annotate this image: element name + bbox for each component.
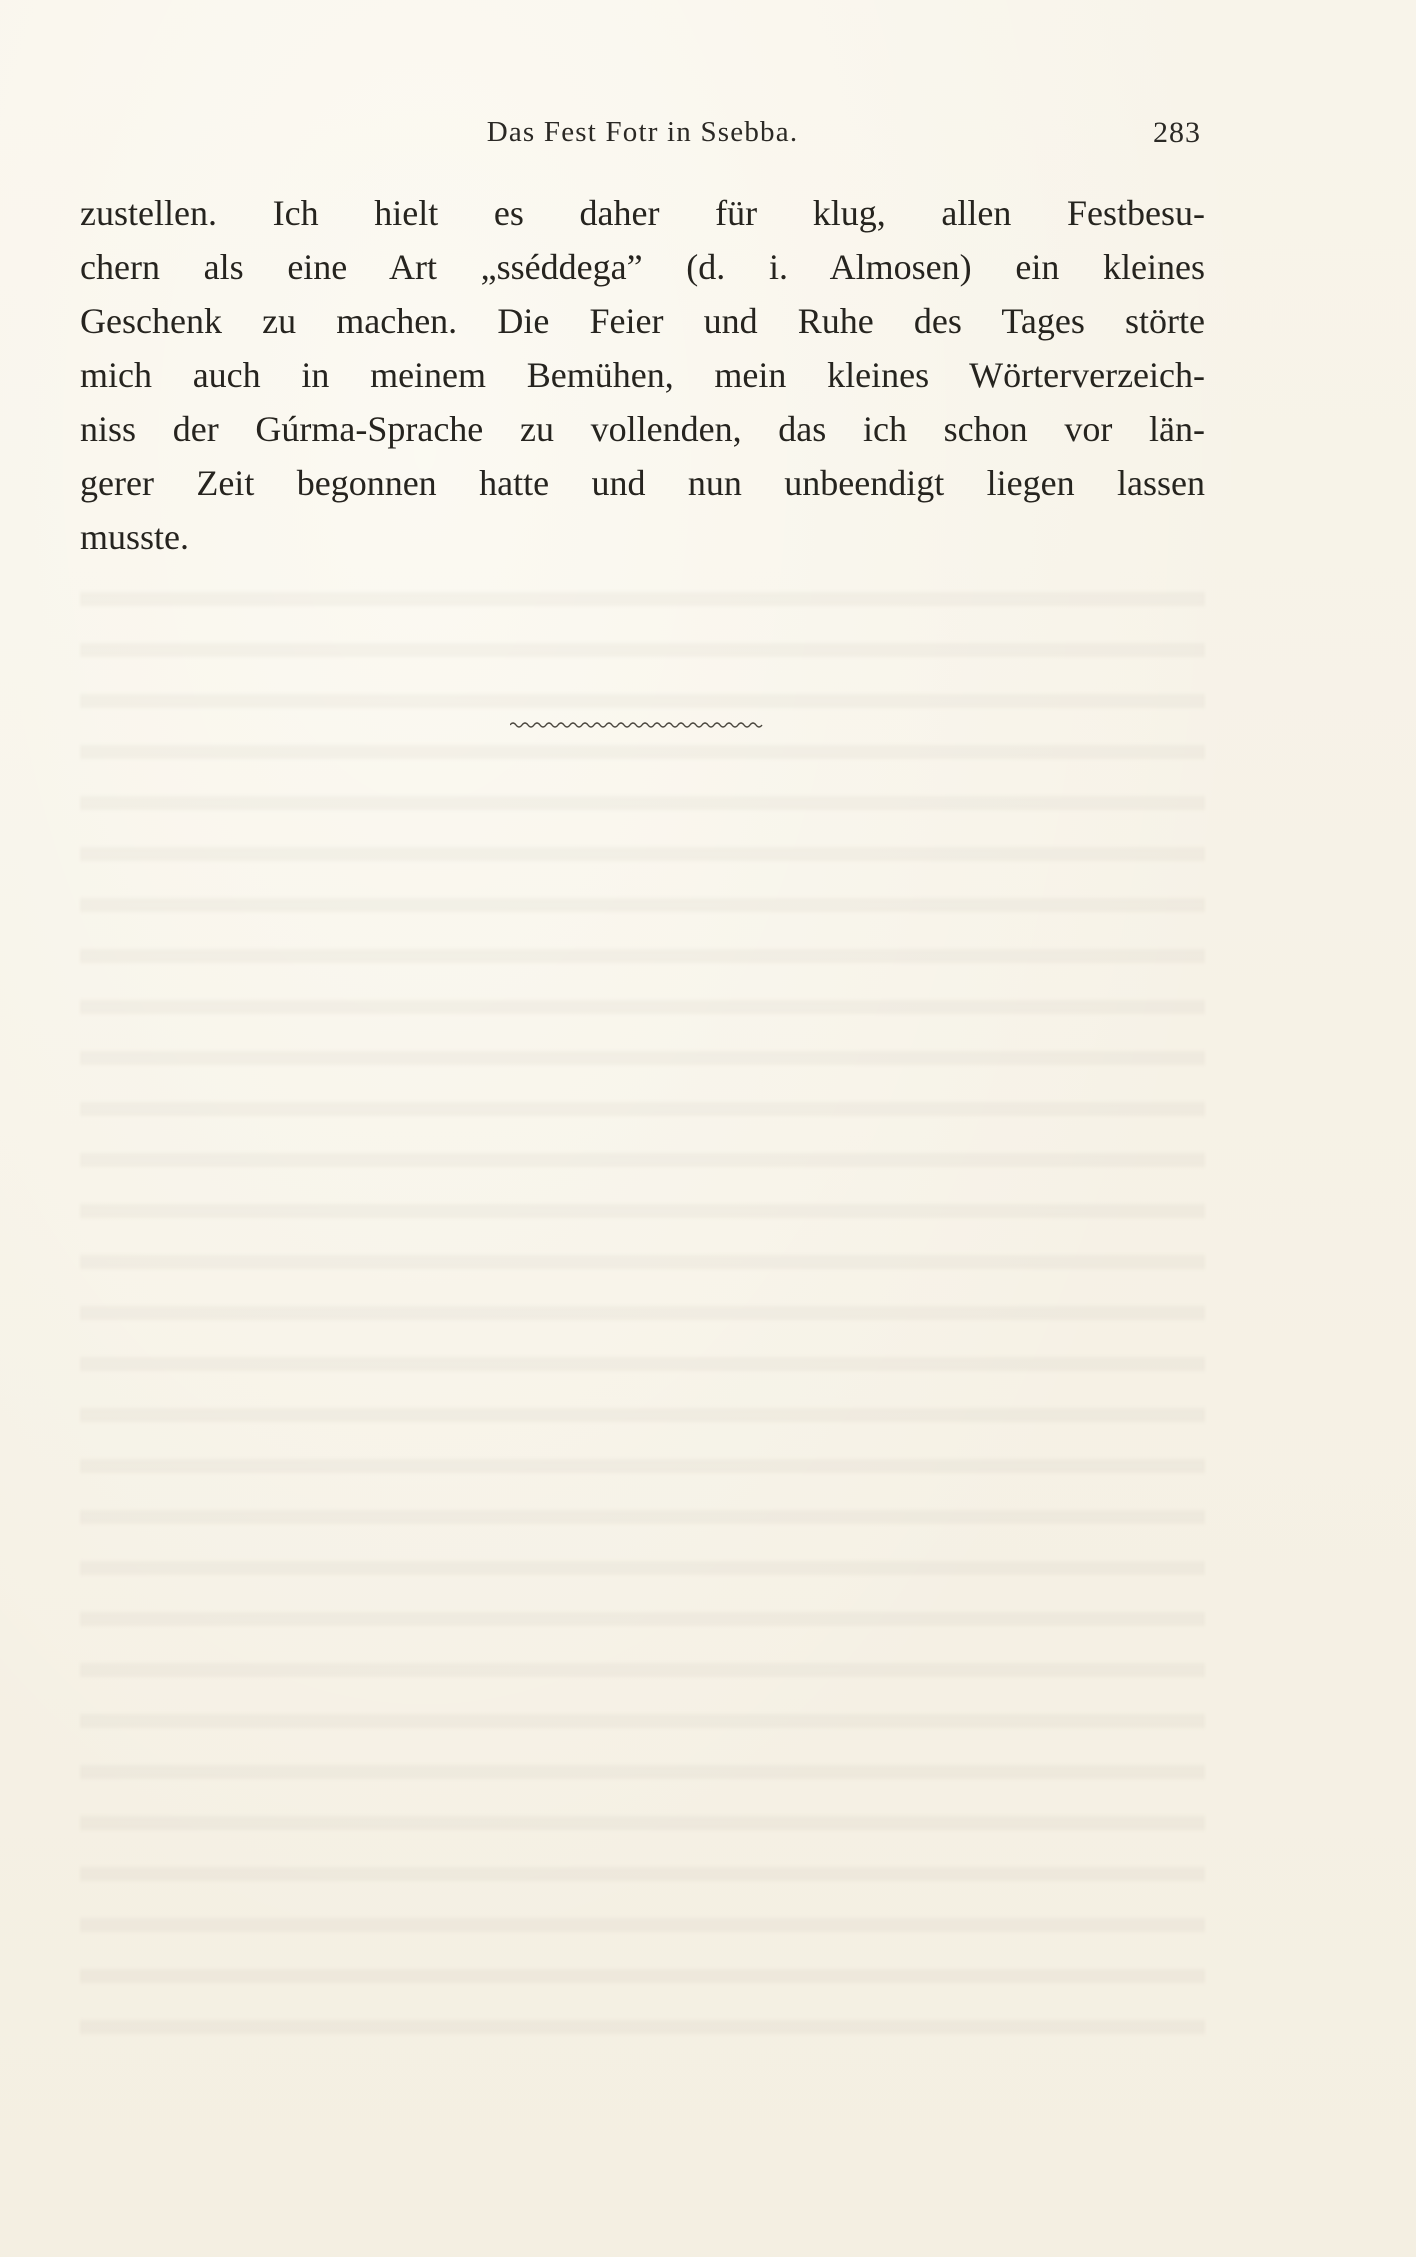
text-line: musste. bbox=[80, 517, 190, 557]
body-paragraph bbox=[80, 186, 1205, 564]
running-title: Das Fest Fotr in Ssebba. bbox=[486, 116, 799, 148]
text-line: chern als eine Art „sséddega” (d. i. Almosen) ein kleines bbox=[80, 247, 1205, 287]
text-line: niss der Gúrma-Sprache zu vollenden, das ich schon vor län- bbox=[80, 409, 1205, 449]
wavy-rule-ornament bbox=[510, 720, 765, 730]
text-line: zustellen. Ich hielt es daher für klug, allen Festbesu- bbox=[80, 193, 1205, 233]
page-number: 283 bbox=[1153, 116, 1201, 149]
text-line: Geschenk zu machen. Die Feier und Ruhe des Tages störte bbox=[80, 301, 1205, 341]
text-line: mich auch in meinem Bemühen, mein kleines Wörterverzeich- bbox=[80, 355, 1205, 395]
bleed-through-texture bbox=[80, 560, 1205, 2060]
text-line: gerer Zeit begonnen hatte und nun unbeendigt liegen lassen bbox=[80, 463, 1205, 503]
running-head bbox=[80, 112, 1205, 152]
